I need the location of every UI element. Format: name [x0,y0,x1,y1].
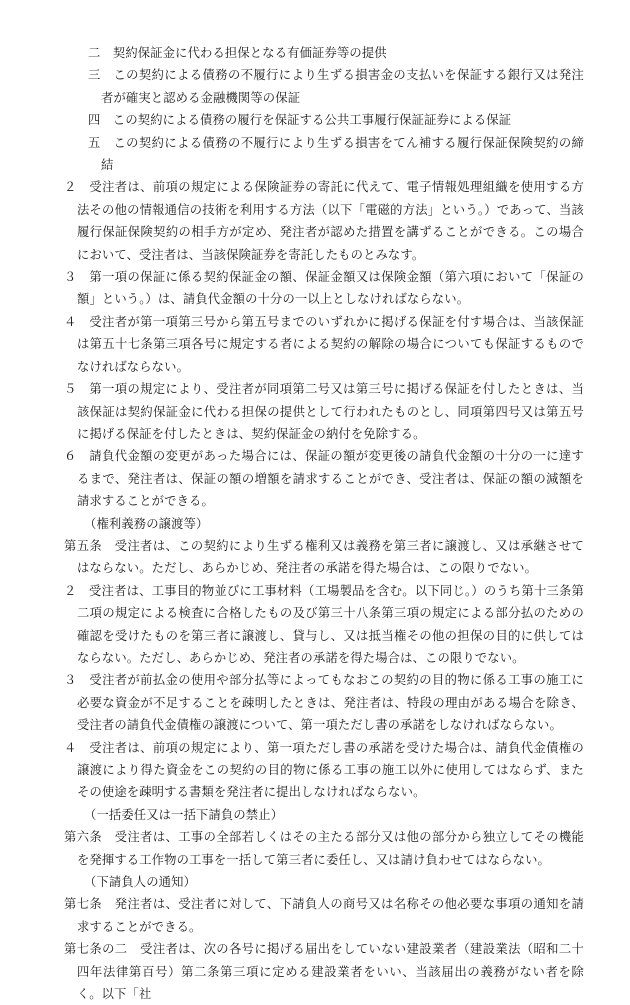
item-2: 二 契約保証金に代わる担保となる有価証券等の提供 [88,46,387,60]
article-5-paragraph-3: ３ 受注者が前払金の使用や部分払等によってもなおこの契約の目的物に係る工事の施工に必要な資金が不足することを疎明したときは、発注者は、特段の理由がある場合を除き、受注者の請負代金債権の譲渡について、第一項ただし書の承諾をしなければならない。 [64,673,584,733]
article-5-paragraph-4: ４ 受注者は、前項の規定により、第一項ただし書の承諾を受けた場合は、請負代金債権の譲渡により得た資金をこの契約の目的物に係る工事の施工以外に使用してはならず、またその使途を疎明する書類を発注者に提出しなければならない。 [64,740,584,800]
contract-text [64,42,584,1005]
paragraph-4: ４ 受注者が第一項第三号から第五号までのいずれかに掲げる保証を付す場合は、当該保証は第五十七条第三項各号に規定する者による契約の解除の場合についても保証するものでなければならない。 [64,314,584,374]
item-3: 三 この契約による債務の不履行により生ずる損害金の支払いを保証する銀行又は発注者が確実と認める金融機関等の保証 [88,68,584,105]
item-5: 五 この契約による債務の不履行により生ずる損害をてん補する履行保証保険契約の締結 [88,135,584,173]
article-heading: （権利義務の譲渡等） [84,516,209,531]
item-4: 四 この契約による債務の履行を保証する公共工事履行保証証券による保証 [88,113,512,128]
article-5-paragraph-2: ２ 受注者は、工事目的物並びに工事材料（工場製品を含む。以下同じ。）のうち第十三条第二項の規定による検査に合格したもの及び第三十八条第三項の規定による部分払のための確認を受けたものを第三者に譲渡し、貸与し、又は抵当権その他の担保の目的に供してはならない。ただし、あらかじめ、発注者の承諾を得た場合は、この限りでない。 [64,583,584,665]
article-heading: （一括委任又は一括下請負の禁止） [84,807,284,822]
paragraph-5: ５ 第一項の規定により、受注者が同項第二号又は第三号に掲げる保証を付したときは、当該保証は契約保証金に代わる担保の提供として行われたものとし、同項第四号又は第五号に掲げる保証を付したときは、契約保証金の納付を免除する。 [64,382,584,441]
paragraph-3: ３ 第一項の保証に係る契約保証金の額、保証金額又は保険金額（第六項において「保証の額」という。）は、請負代金額の十分の一以上としなければならない。 [64,270,584,307]
article-6: 第六条 受注者は、工事の全部若しくはその主たる部分又は他の部分から独立してその機能を発揮する工作物の工事を一括して第三者に委任し、又は請け負わせてはならない。 [64,830,584,867]
paragraph-6: ６ 請負代金額の変更があった場合には、保証の額が変更後の請負代金額の十分の一に達するまで、発注者は、保証の額の増額を請求することができ、受注者は、保証の額の減額を請求することができる。 [64,449,584,509]
article-7: 第七条 発注者は、受注者に対して、下請負人の商号又は名称その他必要な事項の通知を請求することができる。 [64,897,584,934]
article-5: 第五条 受注者は、この契約により生ずる権利又は義務を第三者に譲渡し、又は承継させてはならない。ただし、あらかじめ、発注者の承諾を得た場合は、この限りでない。 [64,538,584,576]
article-7-2: 第七条の二 受注者は、次の各号に掲げる届出をしていない建設業者（建設業法（昭和二十四年法律第百号）第二条第三項に定める建設業者をいい、当該届出の義務がない者を除く。以下「社 [64,942,584,1002]
paragraph-2: ２ 受注者は、前項の規定による保険証券の寄託に代えて、電子情報処理組織を使用する方法その他の情報通信の技術を利用する方法（以下「電磁的方法」という。）であって、当該履行保証保険契約の相手方が定め、発注者が認めた措置を講ずることができる。この場合において、受注者は、当該保険証券を寄託したものとみなす。 [64,180,584,262]
article-heading: （下請負人の通知） [84,875,197,890]
